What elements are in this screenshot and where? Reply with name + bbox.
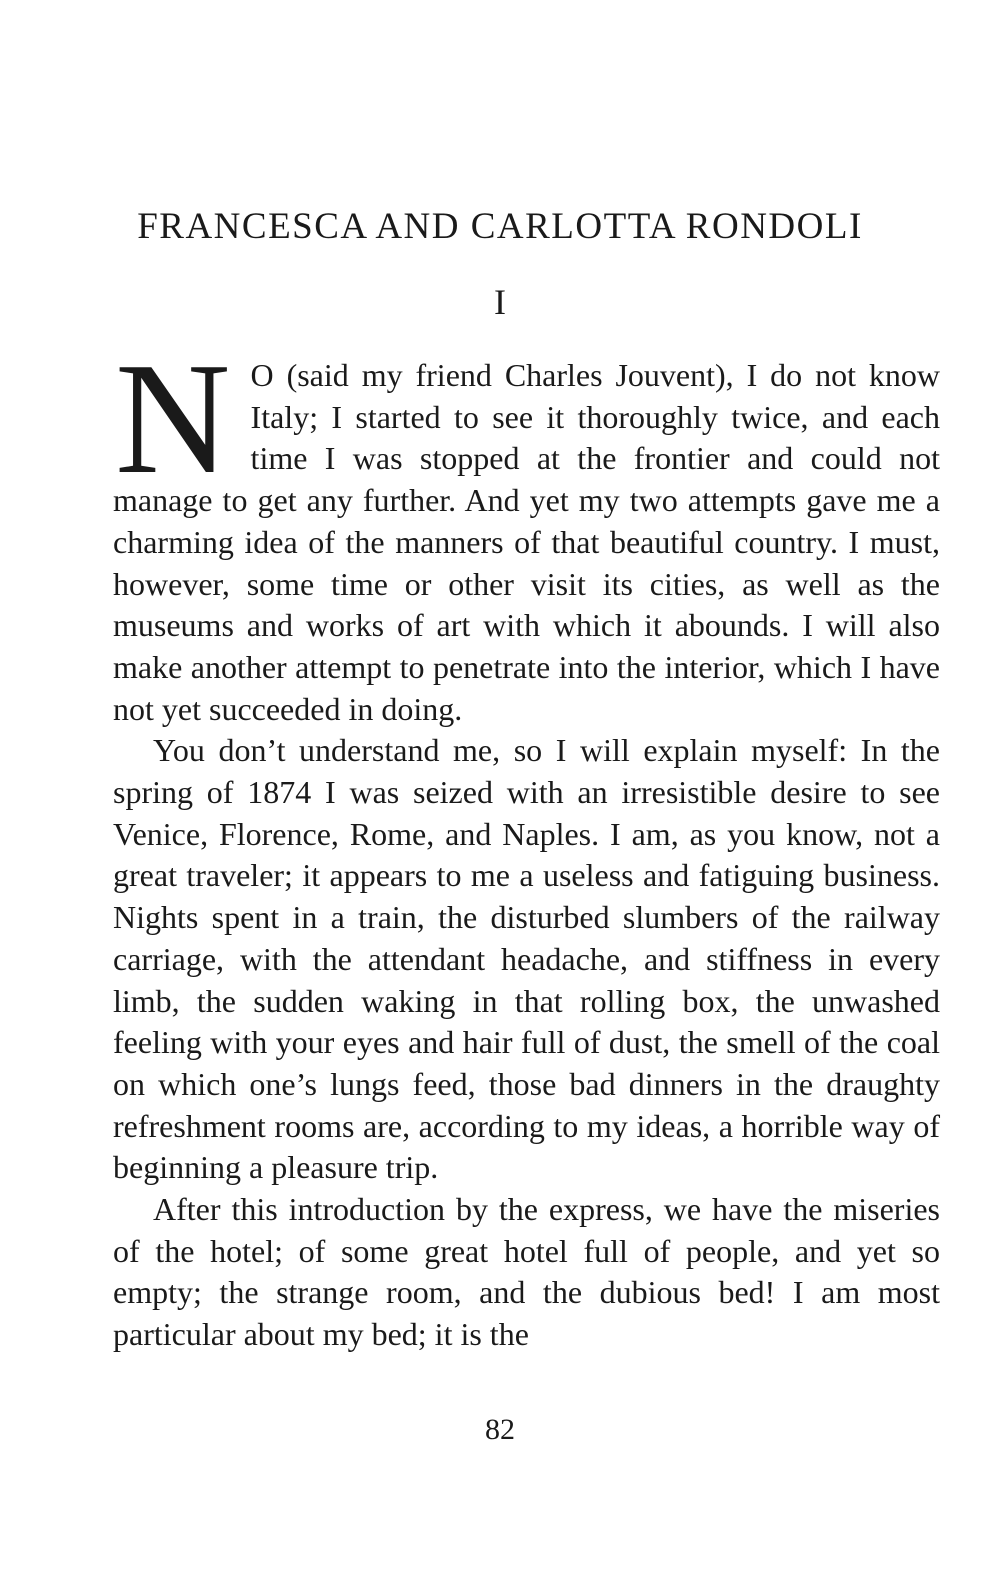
body-text <box>113 329 940 1356</box>
paragraph-2: You don’t understand me, so I will explain myself: In the spring of 1874 I was seized with an irresistible desire to see Venice, Florence, Rome, and Naples. I am, as you know, not a great traveler; it appears to me a useless and fatiguing business. Nights spent in a train, the disturbed slumbers of the railway carriage, with the attendant headache, and stiffness in every limb, the sudden waking in that rolling box, the unwashed feeling with your eyes and hair full of dust, the smell of the coal on which one’s lungs feed, those bad dinners in the draughty refreshment rooms are, according to my ideas, a horrible way of beginning a pleasure trip. <box>113 732 940 1186</box>
section-number: I <box>494 282 506 322</box>
paragraph-3: After this introduction by the express, we have the miseries of the hotel; of some great hotel full of people, and yet so empty; the strange room, and the dubious bed! I am most particular about my bed; it is the <box>113 1191 940 1353</box>
drop-cap: N <box>115 329 231 507</box>
chapter-title: FRANCESCA AND CARLOTTA RONDOLI <box>137 206 863 247</box>
paragraph-1-text: O (said my friend Charles Jouvent), I do not know Italy; I started to see it thoroughly twice, and each time I was stopped at the frontier and could not manage to get any further. And yet my two attempts gave me a charming idea of the manners of that beautiful country. I must, however, some time or other visit its cities, as well as the museums and works of art with which it abounds. I will also make another attempt to penetrate into the interior, which I have not yet succeeded in doing. <box>113 357 940 727</box>
page-number: 82 <box>485 1413 515 1446</box>
paragraph-1 <box>113 329 940 730</box>
